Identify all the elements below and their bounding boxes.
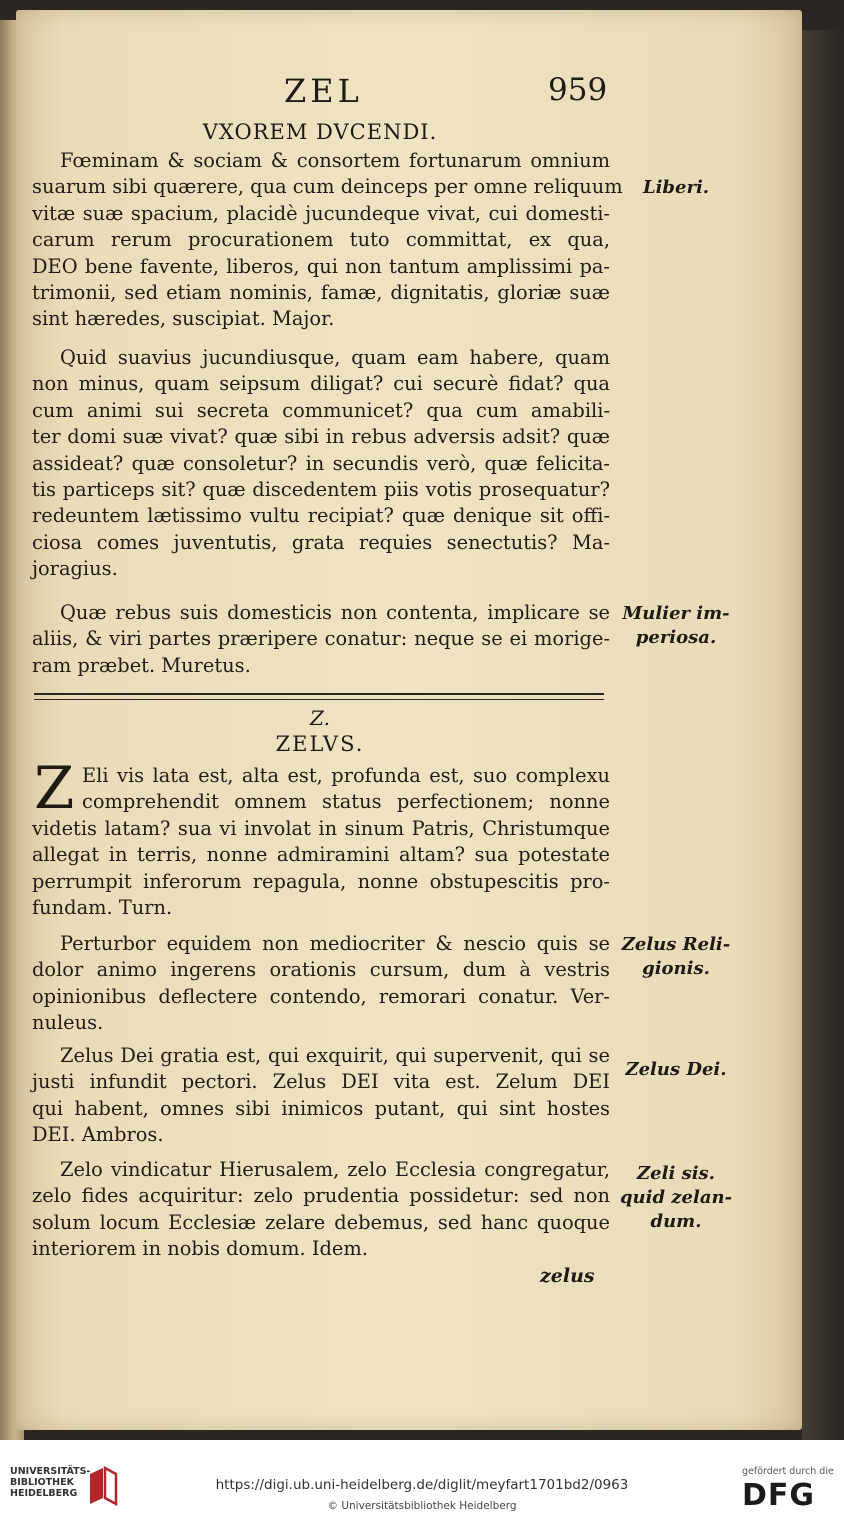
- text-line: zelo fides acquiritur: zelo prudentia possidetur: sed non: [32, 1184, 610, 1208]
- margin-note-line: periosa.: [635, 627, 717, 648]
- text-line: Zelo vindicatur Hierusalem, zelo Ecclesia congregatur,: [60, 1158, 610, 1181]
- copyright-notice: © Universitätsbibliothek Heidelberg: [327, 1500, 517, 1512]
- text-line: solum locum Ecclesiæ zelare debemus, sed hanc quoque: [32, 1210, 610, 1234]
- book-right-edge: [802, 30, 844, 1440]
- text-line: Zelus Dei gratia est, qui exquirit, qui supervenit, qui se: [60, 1044, 610, 1067]
- margin-note-line: dum.: [650, 1211, 702, 1232]
- margin-note-dei: Zelus Dei.: [625, 1059, 727, 1080]
- text-line: interiorem in nobis domum. Idem.: [32, 1237, 368, 1261]
- text-line: Fœminam & sociam & consortem fortunarum omnium: [60, 149, 610, 172]
- margin-note-line: Zeli sis.: [637, 1163, 715, 1184]
- text-line: vitæ suæ spacium, placidè jucundeque vivat, cui domesti-: [32, 201, 610, 225]
- margin-note-zeli: [606, 1162, 746, 1234]
- paragraph-uxorem-3: [32, 600, 610, 679]
- drop-cap-initial: Z: [34, 754, 75, 822]
- paragraph-zelus-3: [32, 1043, 610, 1149]
- paragraph-uxorem-2: [32, 345, 610, 583]
- text-line: carum rerum procurationem tuto committat, ex qua,: [32, 228, 610, 252]
- text-line: Quæ rebus suis domesticis non contenta, implicare se: [60, 601, 610, 624]
- margin-note-religionis: [606, 933, 746, 981]
- text-line: trimonii, sed etiam nominis, famæ, dignitatis, gloriæ suæ: [32, 281, 610, 305]
- text-line: ter domi suæ vivat? quæ sibi in rebus adversis adsit? quæ: [32, 425, 610, 449]
- text-line: comprehendit omnem status perfectionem; nonne: [82, 790, 610, 814]
- text-line: justi infundit pectori. Zelus DEI vita est. Zelum DEI: [32, 1070, 610, 1094]
- margin-note-line: gionis.: [642, 958, 710, 979]
- margin-note-line: Zelus Reli-: [621, 934, 731, 955]
- text-line: DEI. Ambros.: [32, 1123, 164, 1147]
- text-line: Perturbor equidem non mediocriter & nescio quis se: [60, 932, 610, 955]
- library-name-line: HEIDELBERG: [10, 1488, 78, 1499]
- text-line: Quid suavius jucundiusque, quam eam habere, quam: [60, 346, 610, 369]
- text-line: aliis, & viri partes præripere conatur: neque se ei morige-: [32, 627, 610, 651]
- running-header: [32, 72, 652, 116]
- text-line: fundam. Turn.: [32, 896, 173, 920]
- text-line: ciosa comes juventutis, grata requies senectutis? Ma-: [32, 530, 610, 554]
- paragraph-zelus-4: [32, 1157, 610, 1263]
- catchword: zelus: [540, 1265, 595, 1287]
- text-line: joragius.: [32, 557, 118, 581]
- text-line: DEO bene favente, liberos, qui non tantum amplissimi pa-: [32, 254, 610, 278]
- text-line: ram præbet. Muretus.: [32, 653, 251, 677]
- text-line: redeuntem lætissimo vultu recipiat? quæ denique sit offi-: [32, 504, 610, 528]
- margin-note-liberi: Liberi.: [642, 177, 710, 198]
- paragraph-zelus-1: [32, 763, 610, 921]
- text-line: dolor animo ingerens orationis cursum, dum à vestris: [32, 958, 610, 982]
- text-line: perrumpit inferorum repagula, nonne obstupescitis pro-: [32, 869, 610, 893]
- paragraph-zelus-2: [32, 931, 610, 1037]
- text-line: Eli vis lata est, alta est, profunda est, suo complexu: [82, 764, 610, 787]
- permalink-url[interactable]: https://digi.ub.uni-heidelberg.de/diglit/meyfart1701bd2/0963: [215, 1477, 629, 1493]
- library-name-line: BIBLIOTHEK: [10, 1477, 74, 1488]
- text-line: videtis latam? sua vi involat in sinum Patris, Christumque: [32, 816, 610, 840]
- section-heading-uxorem: VXOREM DVCENDI.: [202, 120, 438, 144]
- margin-note-mulier: [606, 602, 746, 650]
- text-line: opinionibus deflectere contendo, remorari conatur. Ver-: [32, 984, 610, 1008]
- text-line: tis particeps sit? quæ discedentem piis votis prosequatur?: [32, 478, 610, 502]
- text-line: assideat? quæ consoletur? in secundis verò, quæ felicita-: [32, 451, 610, 475]
- text-line: qui habent, omnes sibi inimicos putant, qui sint hostes: [32, 1096, 610, 1120]
- margin-note-line: Mulier im-: [622, 603, 730, 624]
- header-title: ZEL: [284, 72, 363, 110]
- text-line: sint hæredes, suscipiat. Major.: [32, 307, 335, 331]
- page-number: 959: [548, 72, 608, 108]
- text-line: suarum sibi quærere, qua cum deinceps per omne reliquum: [32, 175, 623, 199]
- dfg-logo: DFG: [742, 1478, 816, 1513]
- section-letter: Z.: [310, 706, 330, 730]
- section-heading-zelus: ZELVS.: [275, 732, 365, 756]
- margin-note-line: quid zelan-: [619, 1187, 733, 1208]
- text-line: nuleus.: [32, 1011, 104, 1035]
- funding-label: gefördert durch die: [742, 1466, 834, 1477]
- text-line: cum animi sui secreta communicet? qua cum amabili-: [32, 398, 610, 422]
- paragraph-uxorem-1: [32, 148, 623, 333]
- text-line: allegat in terris, nonne admiramini altam? sua potestate: [32, 843, 610, 867]
- section-divider-rule: [34, 693, 604, 700]
- text-line: non minus, quam seipsum diligat? cui securè fidat? qua: [32, 372, 610, 396]
- library-name-line: UNIVERSITÄTS-: [10, 1466, 91, 1477]
